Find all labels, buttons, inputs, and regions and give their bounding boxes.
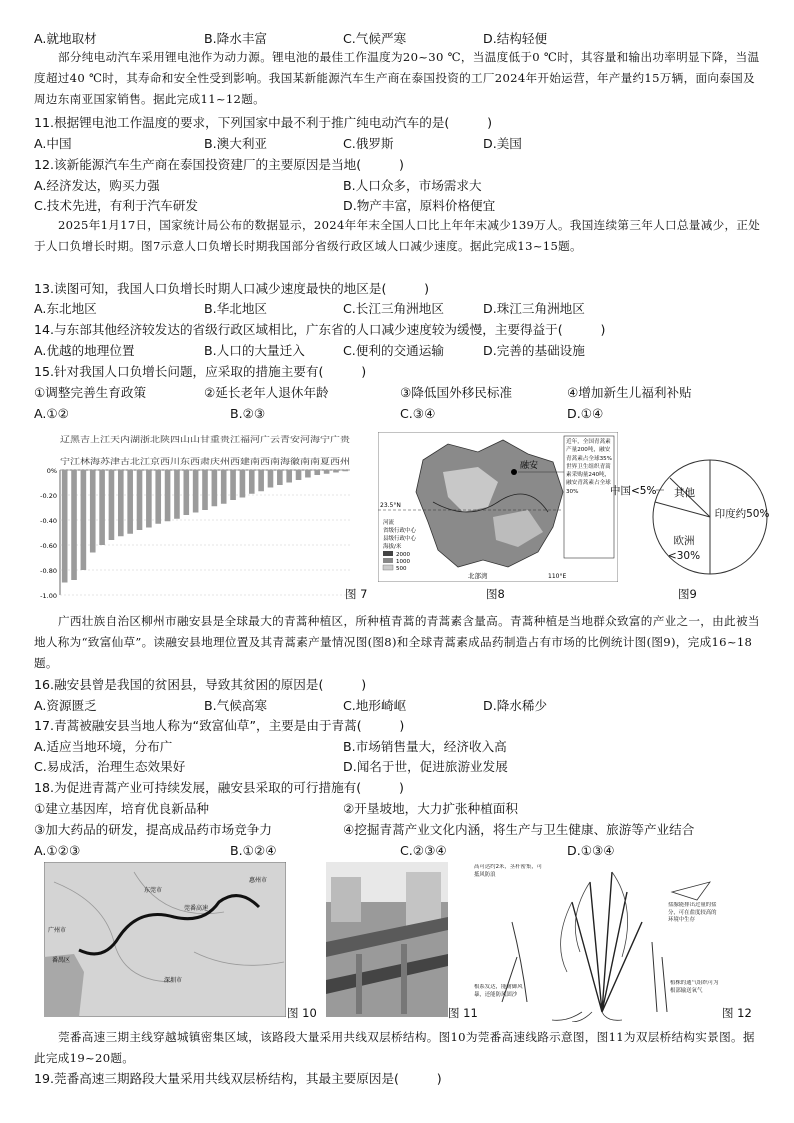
fig7-bar [99,470,105,545]
intro-19-20: 莞番高速三期主线穿越城镇密集区域，该路段大量采用共线双层桥结构。图10为莞番高速线路示意图，图11为双层桥结构实景图。据此完成19~20题。 [34,1030,755,1065]
q15-item-2: ②延长老年人退休年龄 [204,385,329,400]
fig11-caption: 图 11 [448,1006,478,1020]
q18-stem: 18.为促进青蒿产业可持续发展，融安县采取的可行措施有( ) [34,780,404,795]
fig10-label-route: 莞番高速 [184,905,209,912]
q12-option-a: A.经济发达，购买力强 [34,178,160,193]
fig7-bar [62,470,68,583]
intro-11-12: 部分纯电动汽车采用锂电池作为动力源。锂电池的最佳工作温度为20~30 ℃，当温度低于0 ℃时，其容量和输出功率明显下降，当温度超过40 ℃时，其寿命和安全性受到影响。我国某新能源汽车生产商在泰国投资的工厂2024年开始运营，年产量约15万辆，面向泰国及周边东南亚国家销售。据此完成11~12题。 [34,50,760,106]
q18-option-c: C.②③④ [400,843,447,858]
fig8-legend-1000: 1000 [396,559,410,565]
fig10-label-shenzhen: 深圳市 [164,977,183,984]
q18-item-1: ①建立基因库，培育优良新品种 [34,801,210,816]
fig9-pie [608,452,778,587]
q13-option-c: C.长江三角洲地区 [343,301,444,316]
q18-item-3: ③加大药品的研发，提高成品药市场竞争力 [34,822,272,837]
q11-option-b: B.澳大利亚 [204,136,268,151]
fig9-label-china: 中国<5% [610,485,657,497]
fig10-svg [44,862,286,1017]
fig12-svg [472,862,720,1022]
q16-stem: 16.融安县曾是我国的贫困县，导致其贫困的原因是( ) [34,677,367,692]
fig7-bar [221,470,227,504]
fig8-caption: 图8 [486,587,505,601]
fig7-bar [333,470,339,473]
fig7-caption: 图 7 [345,587,368,601]
q15-item-3: ③降低国外移民标准 [400,385,513,400]
q14-option-a: A.优越的地理位置 [34,343,135,358]
intro-13-15: 2025年1月17日，国家统计局公布的数据显示，2024年年末全国人口比上年年末减少139万人。我国连续第三年人口总量减少，正处于人口负增长时期。图7示意人口负增长时期我国部分省级行政区域人口减少速度。据此完成13~15题。 [34,218,761,253]
fig12-note-height: 高可达约2米，茎秆密集，可抵风防浪 [474,864,543,878]
fig8-legend-province: 省级行政中心 [383,528,417,534]
fig7-bar [118,470,124,536]
fig8-legend-2000: 2000 [396,552,410,558]
fig7-top-labels: 辽黑吉上江天内湖浙北陕四山山甘重贵江福河广云青安河海宁广贵 [60,434,351,444]
q18-item-2: ②开垦坡地，大力扩张种植面积 [343,801,519,816]
fig7-bar [258,470,264,491]
q16-option-d: D.降水稀少 [483,698,548,713]
q18-option-a: A.①②③ [34,843,81,858]
fig7-mid-labels: 宁江林海苏津古北江京西川东西肃庆州西建南西南海徽南南夏西州 [60,456,350,466]
fig8-legend-county: 县级行政中心 [383,536,417,542]
q15-option-d: D.①④ [567,406,604,421]
fig12-note-salt: 盐腺能排出过量的盐分，可在盐度较高的环境中生存 [668,902,717,923]
q13-stem: 13.读图可知，我国人口负增长时期人口减少速度最快的地区是( ) [34,281,430,296]
q18-option-d: D.①③④ [567,843,615,858]
fig8-label-rongan: 融安 [520,461,539,471]
q11-stem: 11.根据锂电池工作温度的要求，下列国家中最不利于推广纯电动汽车的是( ) [34,115,493,130]
q12-option-c: C.技术先进，有利于汽车研发 [34,198,198,213]
fig9-label-other: 其他 [674,487,695,499]
fig7-bar [249,470,255,494]
fig10-caption: 图 10 [287,1006,317,1020]
fig9-caption: 图9 [678,587,697,601]
fig12-stems [572,872,642,1012]
q15-item-4: ④增加新生儿福利补贴 [567,385,692,400]
intro-16-18: 广西壮族自治区柳州市融安县是全球最大的青蒿种植区，所种植青蒿的青蒿素含量高。青蒿种植是当地群众致富的产业之一，由此被当地人称为“致富仙草”。读融安县地理位置及其青蒿素产量情况图(图8)和全球青蒿素成品药制造占有市场的比例统计图(图9)，完成16~18题。 [34,614,760,670]
fig7-bar [146,470,152,528]
fig7-bar [240,470,246,498]
fig7-bar [155,470,161,524]
fig8-legend-500: 500 [396,566,407,572]
fig7-bar [81,470,87,570]
fig7-ytick-label: -0.40 [40,517,57,525]
fig12-roots [552,1012,622,1022]
fig10-label-panyu: 番禺区 [52,957,71,964]
fig9-label-india: 印度约50% [714,508,770,520]
fig10-label-huizhou: 惠州市 [249,877,268,884]
fig7-bar [183,470,189,515]
q16-option-b: B.气候高寒 [204,698,268,713]
fig11-upper-deck [326,917,448,957]
q12-option-b: B.人口众多，市场需求大 [343,178,482,193]
fig7-bar [343,470,349,471]
fig7-ytick-label: 0% [46,467,57,475]
fig12-note-air: 植株的通气组织可为根部输送氧气 [670,980,719,994]
fig7-bar [314,470,320,475]
q18-item-4: ④挖掘青蒿产业文化内涵，将生产与卫生健康、旅游等产业结合 [343,822,695,837]
q11-option-c: C.俄罗斯 [343,136,394,151]
q19-stem: 19.莞番高速三期路段大量采用共线双层桥结构，其最主要原因是( ) [34,1071,442,1086]
q17-option-b: B.市场销售量大，经济收入高 [343,739,507,754]
q15-option-b: B.②③ [230,406,266,421]
q15-item-1: ①调整完善生育政策 [34,385,147,400]
q12-stem: 12.该新能源汽车生产商在泰国投资建厂的主要原因是当地( ) [34,157,404,172]
fig8-legend-river: 河流 [383,520,395,526]
fig8-label-lon: 110°E [548,573,567,580]
fig7-ytick-label: -1.00 [40,592,57,600]
fig7-bar [212,470,218,506]
q17-option-c: C.易成活，治理生态效果好 [34,759,186,774]
fig7-bar [268,470,274,488]
fig11-photo [326,862,448,1017]
q10-option-a: A.就地取材 [34,31,97,46]
q11-option-a: A.中国 [34,136,72,151]
fig7-chart [34,430,374,600]
fig7-bar [324,470,330,474]
q14-option-b: B.人口的大量迁入 [204,343,305,358]
fig7-bar [137,470,143,530]
fig7-bar [296,470,302,480]
fig10-map [44,862,286,1017]
fig10-label-dongguan: 东莞市 [144,887,163,894]
q11-option-d: D.美国 [483,136,522,151]
q15-option-a: A.①② [34,406,69,421]
fig9-svg [608,452,778,587]
q17-stem: 17.青蒿被融安县当地人称为“致富仙草”，主要是由于青蒿( ) [34,718,405,733]
q15-option-c: C.③④ [400,406,436,421]
q17-option-a: A.适应当地环境，分布广 [34,739,173,754]
fig7-bar [165,470,171,521]
fig10-label-guangzhou: 广州市 [48,927,67,934]
fig7-bar [230,470,236,500]
fig8-legend-altitude: 海拔/米 [383,544,402,550]
fig7-ytick-label: -0.60 [40,542,57,550]
fig12-caption: 图 12 [722,1006,752,1020]
fig9-label-europe: 欧洲<30% [667,535,701,562]
fig7-ytick-label: -0.80 [40,567,57,575]
fig7-bar [193,470,199,513]
q16-option-a: A.资源匮乏 [34,698,97,713]
fig7-bar [127,470,133,534]
fig7-svg [34,430,374,600]
q14-stem: 14.与东部其他经济较发达的省级行政区域相比，广东省的人口减少速度较为缓慢，主要得益于( ) [34,322,606,337]
fig7-bar [90,470,96,553]
q12-option-d: D.物产丰富，原料价格便宜 [343,198,496,213]
fig8-rongan-marker [511,469,517,475]
q13-option-a: A.东北地区 [34,301,97,316]
fig12-leaf-detail [672,882,710,900]
q10-option-b: B.降水丰富 [204,31,268,46]
q13-option-b: B.华北地区 [204,301,268,316]
fig8-label-gulf: 北部湾 [468,572,488,580]
fig8-svg [378,432,618,582]
fig11-lower-deck [326,954,448,994]
q15-stem: 15.针对我国人口负增长问题，应采取的措施主要有( ) [34,364,367,379]
q16-option-c: C.地形崎岖 [343,698,407,713]
fig8-label-lat: 23.5°N [380,502,401,509]
fig7-bar [277,470,283,485]
fig7-bar [286,470,292,483]
fig7-bar [305,470,311,478]
q10-option-d: D.结构轻便 [483,31,548,46]
fig7-ytick-label: -0.20 [40,492,57,500]
fig7-bar [174,470,180,519]
fig8-map [378,432,618,582]
fig11-svg [326,862,448,1017]
q18-option-b: B.①②④ [230,843,277,858]
q14-option-d: D.完善的基础设施 [483,343,585,358]
fig12-section [652,942,667,1012]
fig8-note: 近年，全国青蒿素产量200吨，融安青蒿素占全球35%世界卫生组织青蒿素采购量240吨，融安青蒿素占全球30% [566,439,612,495]
q14-option-c: C.便利的交通运输 [343,343,444,358]
q17-option-d: D.闻名于世，促进旅游业发展 [343,759,508,774]
q13-option-d: D.珠江三角洲地区 [483,301,585,316]
fig7-bar [71,470,77,580]
fig7-bar [202,470,208,510]
fig12-note-roots: 根系发达，能耐御风暴，还能防风固沙 [474,984,523,998]
q10-option-c: C.气候严寒 [343,31,407,46]
fig7-bar [109,470,115,540]
fig12-plant [472,862,720,1022]
